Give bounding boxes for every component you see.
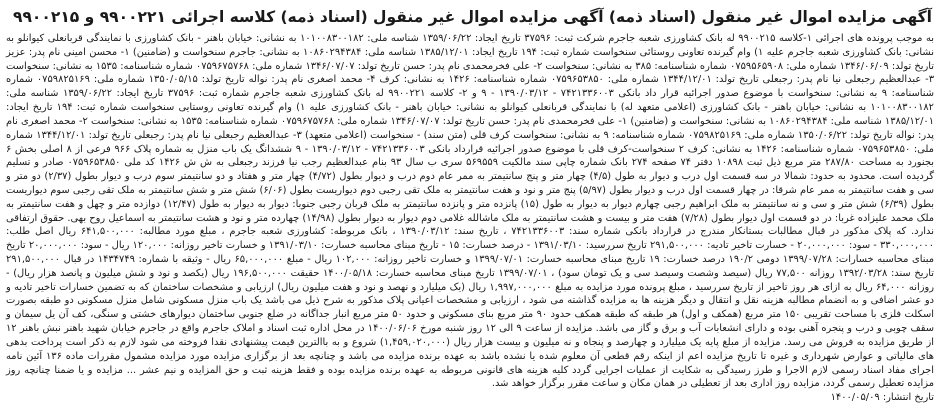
publish-date: تاریخ انتشار: ۱۴۰۰/۰۵/۰۹ — [830, 392, 934, 404]
notice-title: آگهی مزایده اموال غیر منقول (اسناد ذمه) آگهی مزایده اموال غیر منقول (اسناد ذمه) کلاسه اجرائی ۹۹۰۰۲۲۱ و ۹۹۰۰۲۱۵ — [13, 8, 932, 26]
notice-body-text: به موجب پرونده های اجرائی ۱-کلاسه ۹۹۰۰۲۱۵ له بانک کشاورزی شعبه جاجرم شرکت ثبت: ۳۷۵۹۶ تاریخ ایجاد: ۱۳۵۹/۰۶/۲۲ شناسه ملی: ۱۰۱۰۰۸۳۰۰۱۸۲ به نشانی: خیابان باهنر - بانک کشاورزی با نمایندگی قربانعلی کیوانلو به نشانی: بانک کشاورزی شعبه جاجرم علیه ۱) وام گیرنده تعاونی روستائی سنخواست شماره ثبت: ۱۹۴ تاریخ ایجاد: ۱۳۸۵/۱۲/۰۱ شناسه ملی: ۱۰۸۶۰۲۹۴۳۸۴ به نشانی: جاجرم سنخواست و (ضامنین) ۱- محسن امینی نام پدر: عزیز تاریخ تولد: ۱۳۴۶/۰۶/۰۹ شماره ملی: ۰۷۵۹۵۶۵۹۰۸ شماره شناسنامه: ۳۸۵ به نشانی: سنخواست ۲- علی فخرمحمدی نام پدر: حسن تاریخ تولد: ۱۳۴۶/۰۷/۰۷ شماره ملی: ۰۷۵۹۶۷۵۷۶۸ شماره شناسنامه: ۱۵۳۵ به نشانی: سنخواست ۳- عبدالعظیم رجبعلی نیا نام پدر: رجبعلی تاریخ تولد: ۱۳۴۴/۱۲/۰۱ شماره ملی: ۰۷۵۹۶۵۳۸۵۰ شماره شناسنامه: ۱۴۲۶ به نشانی: کرف ۴- محمد اصغری نام پدر: نواله تاریخ تولد: ۱۳۵۰/۰۵/۱۵ شماره ملی: ۰۷۵۹۸۲۵۱۶۹ شماره شناسنامه: ۹ به نشانی: سنخواست با موضوع صدور اجرائیه قرار داد بانکی ۷۴۲۱۳۳۶۰۰۳ - ۱۳۹۰/۰۳/۱۲ - ۹ و ۲- کلاسه ۹۹۰۰۲۲۱ له بانک کشاورزی شعبه جاجرم شماره ثبت: ۳۷۵۹۶ تاریخ ایجاد: ۱۳۵۹/۰۶/۲۲ شناسه ملی: ۱۰۱۰۰۸۳۰۰۱۸۲ به نشانی: خیابان باهنر - بانک کشاورزی (اعلامی متعهد له) با نمایندگی قربانعلی کیوانلو به نشانی: خیابان باهنر - بانک کشاورزی علیه ۱) وام گیرنده تعاونی روستایی سنخواست شماره ثبت: ۱۹۴ تاریخ ایجاد: ۱۳۸۵/۱۲/۰۱ شناسه ملی: ۱۰۸۶۰۲۹۴۳۸۴ به نشانی: سنخواست و (ضامنین) ۱- علی فخرمحمدی نام پدر: حسن تاریخ تولد: ۱۳۴۶/۰۷/۰۷ شماره ملی: ۰۷۵۹۶۷۵۷۶۸ شماره شناسنامه: ۱۵۳۵ به نشانی: سنخواست ۲- محمد اصغری نام پدر: نواله تاریخ تولد: ۱۳۵۰/۰۶/۲۲ شماره ملی: ۰۷۵۹۸۲۵۱۶۹ شماره شناسنامه: ۹ به نشانی: سنخواست کرف قلی (متن سند) - سنخواست (اعلامی متعهد) ۳- عبدالعظیم رجبعلی نیا نام پدر: رجبعلی تاریخ تولد: ۱۳۴۴/۱۲/۰۱ شماره ملی: ۰۷۵۹۶۵۳۸۵۰ شماره شناسنامه: ۱۴۲۶ به نشانی: کرف ۲ سنخواست-کرف قلی با موضوع صدور اجرائیه قرارداد بانکی ۷۴۲۱۳۳۶۰۰۳ - ۱۳۹۰/۰۳/۱۲ - ۹ ششدانگ یک باب منزل به شماره پلاک ۹۶۶ فرعی از ۸ اصلی بخش ۶ بجنورد به مساحت ۲۸۷/۸۰ متر مربع ذیل ثبت ۱۰۸۹۸ دفتر ۷۴ صفحه ۲۷۴ بانک شماره چاپی سند مالکیت ۵۶۹۵۵۹ سری ب سال ۹۳ بنام عبدالعظیم رجب نیا فرزند رجبعلی به ش ش ۱۴۲۶ کد ملی ۰۷۵۹۶۵۳۸۵۰ صادر و تسلیم گردیده است. محدود به حدود: شمالا در سه قسمت اول درب و دیوار به طول (۴/۵) چهار متر و پنج سانتیمتر به ممر عام دوم درب و دیوار بطول (۴/۷۲) چهار متر و هفتاد و دو سانتیمتر سوم درب و دیوار بطول (۲/۳۷) دو متر و سی و هفت سانتیمتر به ممر عام شرقا: در چهار قسمت اول درب و دیوار بطول (۵/۹۷) پنج متر و نود و هفت سانتیمتر به ملک تقی رجبی دوم دیواریست بطول (۶/۰۶) شش متر و شش سانتیمتر به ملک تقی رجبی سوم دیواریست بطول (۶/۳۹) شش متر و سی و نه سانتیمتر به ملک ابراهیم رجبی چهارم دیوار به دیوار به طول (۱۵) پانزده متر و پانزده سانتیمتر به ملک قربان رجبی جنوبا: دیوار به دیوار به طول (۱۲/۴۷) دوازده متر و چهل و هفت سانتیمتر به ملک محمد علیزاده غربا: در دو قسمت اول دیوار بطول (۷/۲۸) هفت متر و بیست و هشت سانتیمتر به ملک ماشالله غلامی دوم دیوار به دیوار بطول (۱۴/۹۸) چهارده متر و نود و هشت سانتیمتر به اسماعیل روح بهی. حقوق ارتفاقی ندارد. که پلاک مذکور در قبال مطالبات بستانکار مندرج در قرارداد بانکی شماره سند: ۷۴۲۱۳۳۶۰۰۳ ، تاریخ سند: ۱۳۹۰/۰۳/۱۲ ، بانک مربوطه: کشاورزی شعبه جاجرم ، مبلغ مورد مطالبه: ۶۴۱,۵۰۰,۰۰۰ ریال اصل طلب: ۳۳۰,۰۰۰,۰۰۰ - سود: ۲۰,۰۰۰,۰۰۰ - خسارت تاخیر تادیه: ۲۹۱,۵۰۰,۰۰۰ تاریخ سررسید: ۱۳۹۱/۰۳/۱۰ - درصد خسارت: ۱۵ - تاریخ مبنای محاسبه خسارت: ۱۳۹۱/۰۳/۱۰ و خسارت تاخیر روزانه: ۱۲۰,۰۰۰ ریال - سود: ۲۰,۰۰۰,۰۰۰ تاریخ مبنای محاسبه خسارات: ۱۳۹۹/۰۷/۲۸ دومی ۱۹۰/۲ درصد خسارت: ۱۹ تاریخ مبنای محاسبه خسارت: ۱۳۹۹/۰۷/۰۱ و خسارت تاخیر روزانه: ۱۰۲,۰۰۰ ریال - مبلغ ۶۵,۰۰۰,۰۰۰ ریال - وثیقه با شماره: ۱۴۳۴۷۴۹ در قبال ۲۹۱,۵۰۰,۰۰۰ تاریخ سند: ۱۳۹۲/۰۳/۲۸ روزانه ۷۷,۵۰۰ ریال (سیصد وشصت وسیصد سی و یک تومان سود) ، ۱۳۹۹/۰۷/۰۱ تاریخ مبنای محاسبه خسارت: ۱۴۰۰/۰۵/۱۸ حقیقت ۱۹۶,۵۰۰,۰۰۰ ریال (یکصد و نود و شش میلیون و پانصد هزار ریال) - روزانه ۶۴,۰۰۰ ریال به ازای هر روز تاخیر از تاریخ سررسید ، مبلغ پرونده مورد مزایده به مبلغ ۱,۹۹۷,۰۰۰,۰۰۰ ریال (یک میلیارد و نهصد و نود و هفت میلیون ریال) ارزیابی و مشخصات ساختمان که به تضمین خسارات تاخیر تادیه و دو عشر اضافی و به انضمام مطالبه هزینه نقل و انتقال و دیگر هزینه ها به مزایده گذاشته می شود ، ارزیابی و مشخصات اعیانی پلاک مذکور به شرح ذیل می باشد یک باب منزل مسکونی شامل منزل مسکونی دو طبقه بصورت اسکلت فلزی با مساحت تقریبی ۱۵۰ متر مربع (همکف و اول) هر طبقه که طبقه همکف حدود ۹۰ متر مربع بنای مسکونی و حدود ۵۰ متر مربع انبار جداگانه در ضلع جنوبی ساختمان دیوارهای خشتی و سنگی، کف آن یل سیمان و سقف چوبی و درب و پنجره آهنی بوده و دارای انشعابات آب و برق و گاز می باشد. مزایده از ساعت ۹ الی ۱۲ روز شنبه مورخ ۱۴۰۰/۰۶/۰۶ در محل اداره ثبت اسناد و املاک جاجرم واقع در جاجرم خیابان شهید باهنر نبش باهنر ۱۲ از طریق مزایده به فروش می رسد. مزایده از مبلغ پایه یک میلیارد و چهارصد و پنجاه و نه میلیون و بیست هزار ریال (۱,۴۵۹,۰۲۰,۰۰۰) شروع و به باالترین قیمت پیشنهادی نقدا فروخته می شود لازم به ذکر است پرداخت بدهی های مالیاتی و عوارض شهرداری و غیره تا تاریخ مزایده اعم از اینکه رقم قطعی آن معلوم شده یا نشده باشد به عهده برنده مزایده می باشد و چنانچه بعد از برگزاری مزایده مورد مزایده مشمول مقررات ماده ۱۳۶ آئین نامه اجرای مفاد اسناد رسمی لازم الاجرا و طرز رسیدگی به شکایت از عملیات اجرایی گردد کلیه هزینه های قانونی مربوطه به عهده برنده مزایده بوده و فقط هزینه ثبت و حق المزایده و نیم عشر ... مزایده و یا ضمنا چنانچه روز مزایده تعطیل رسمی گردد، مزایده روز اداری بعد از تعطیلی در همان مکان و ساعت مقرر برگزار خواهد شد. — [6, 33, 935, 390]
notice-body — [6, 32, 934, 405]
